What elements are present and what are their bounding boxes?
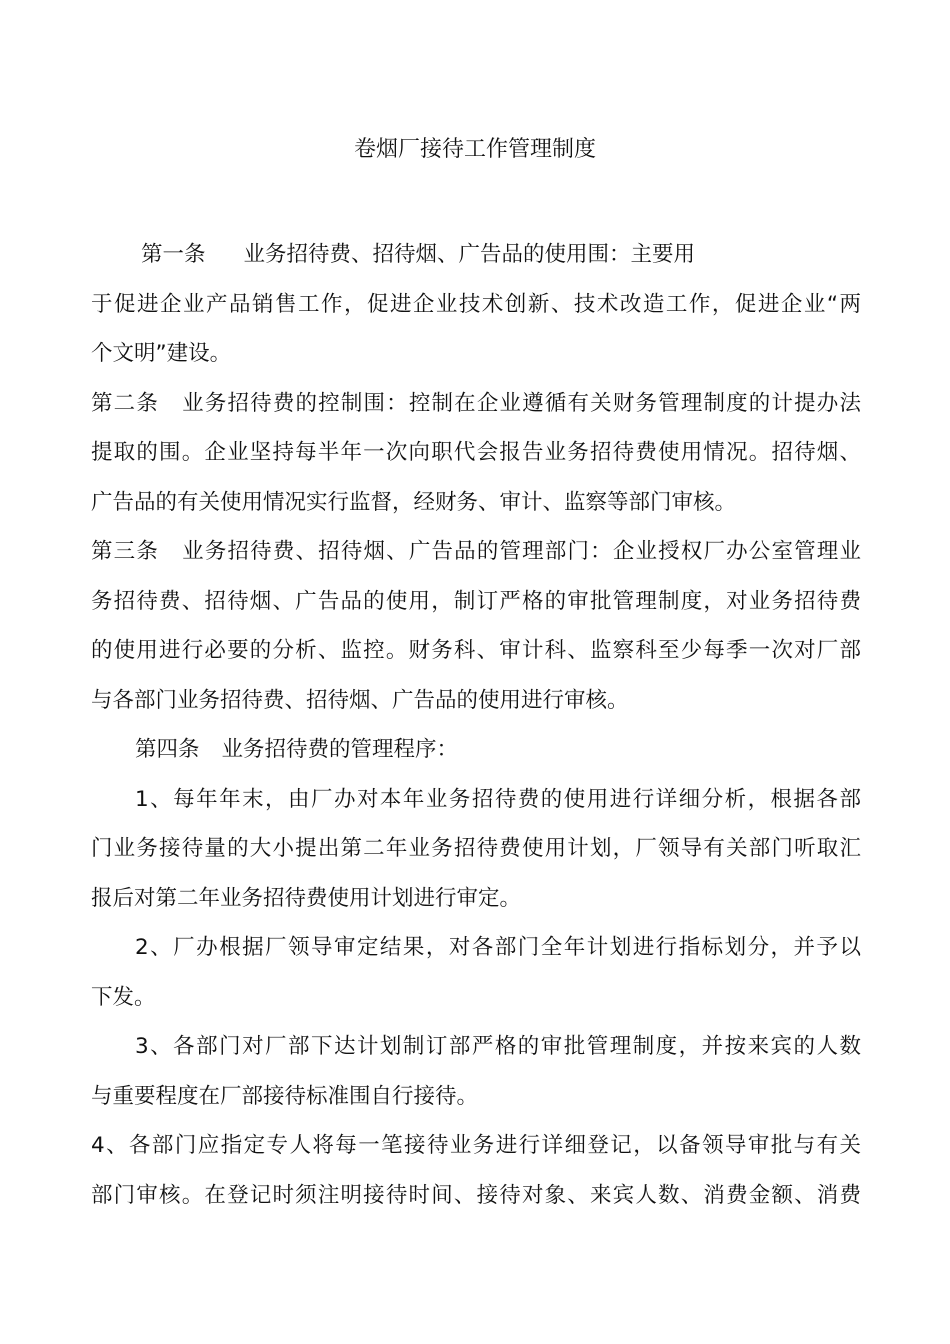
item-3-line-2: 与重要程度在厂部接待标准围自行接待。 (91, 1083, 479, 1109)
article-3-text: 业务招待费、招待烟、广告品的管理部门：企业授权厂办公室管理业 (181, 539, 861, 564)
article-1-line-1 (91, 230, 861, 280)
article-1-text: 业务招待费、招待烟、广告品的使用围：主要用 (243, 242, 696, 267)
article-4-line-1 (91, 725, 861, 775)
item-4-line-2: 部门审核。在登记时须注明接待时间、接待对象、来宾人数、消费金额、消费 (91, 1182, 861, 1208)
article-1 (91, 230, 861, 379)
item-1-line-3: 报后对第二年业务招待费使用计划进行审定。 (91, 885, 522, 911)
article-2-line-1 (91, 379, 861, 429)
article-2-text: 业务招待费的控制围：控制在企业遵循有关财务管理制度的计提办法 (181, 390, 861, 416)
item-1-line-1: 1、每年年末，由厂办对本年业务招待费的使用进行详细分析，根据各部 (135, 786, 861, 812)
article-1-line-3: 个文明”建设。 (91, 341, 232, 366)
article-1-line-2: 于促进企业产品销售工作，促进企业技术创新、技术改造工作，促进企业“两 (91, 291, 861, 317)
article-2-heading: 第二条 (91, 390, 159, 416)
item-4 (91, 1121, 861, 1220)
article-3-line-3: 的使用进行必要的分析、监控。财务科、审计科、监察科至少每季一次对厂部 (91, 638, 861, 663)
article-3-line-4: 与各部门业务招待费、招待烟、广告品的使用进行审核。 (91, 687, 629, 713)
article-3 (91, 527, 861, 725)
article-4-text: 业务招待费的管理程序： (221, 737, 459, 762)
item-1-line-2: 门业务接待量的大小提出第二年业务招待费使用计划，厂领导有关部门听取汇 (91, 836, 861, 861)
article-2 (91, 379, 861, 528)
article-3-line-1 (91, 527, 861, 577)
item-1 (91, 775, 861, 924)
item-3-line-1: 3、各部门对厂部下达计划制订部严格的审批管理制度，并按来宾的人数 (135, 1034, 861, 1059)
item-2 (91, 923, 861, 1022)
article-2-line-3: 广告品的有关使用情况实行监督，经财务、审计、监察等部门审核。 (91, 489, 737, 515)
document-title: 卷烟厂接待工作管理制度 (353, 137, 596, 162)
article-1-heading: 第一条 (141, 242, 206, 267)
document-body (91, 230, 861, 1220)
article-4 (91, 725, 861, 775)
article-3-heading: 第三条 (91, 539, 159, 564)
article-2-line-2: 提取的围。企业坚持每半年一次向职代会报告业务招待费使用情况。招待烟、 (91, 440, 861, 465)
article-4-heading: 第四条 (135, 737, 200, 762)
item-2-line-1: 2、厂办根据厂领导审定结果，对各部门全年计划进行指标划分，并予以 (135, 935, 861, 960)
item-3 (91, 1022, 861, 1121)
item-2-line-2: 下发。 (91, 984, 156, 1010)
item-4-line-1: 4、各部门应指定专人将每一笔接待业务进行详细登记，以备领导审批与有关 (91, 1133, 861, 1158)
article-3-line-2: 务招待费、招待烟、广告品的使用，制订严格的审批管理制度，对业务招待费 (91, 588, 861, 614)
